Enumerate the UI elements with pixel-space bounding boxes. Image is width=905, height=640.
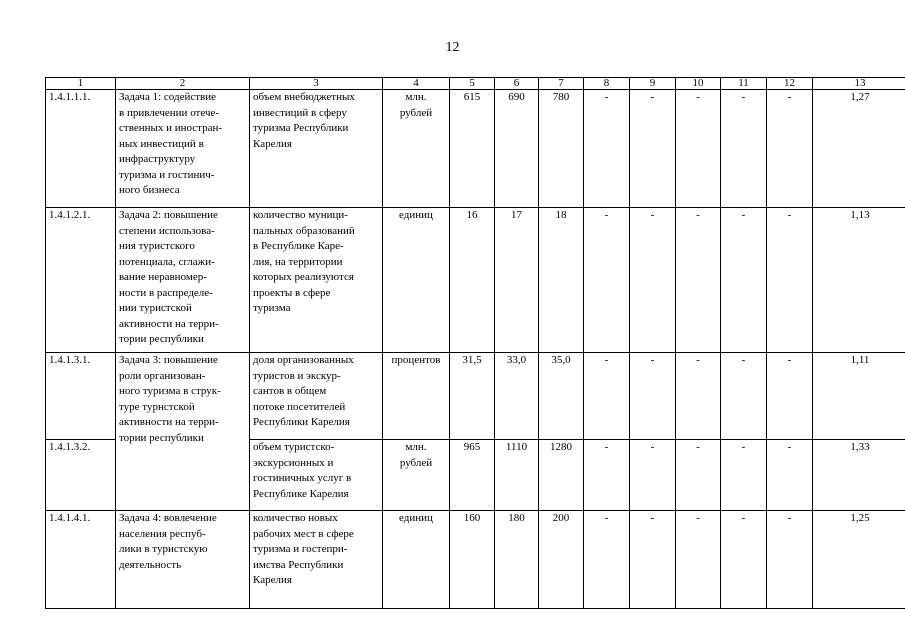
header-cell: 1 [46, 78, 116, 90]
task-cell: Задача 3: повышение роли организован- ного туризма в струк- туре турнстской активности на терри- тории республики [116, 353, 250, 511]
value-cell: 1,27 [813, 90, 905, 208]
value-cell: - [767, 353, 813, 440]
value-cell: - [584, 511, 630, 609]
row-code: 1.4.1.3.1. [46, 353, 116, 440]
value-cell: 180 [495, 511, 539, 609]
value-cell: 1110 [495, 440, 539, 511]
value-cell: - [721, 90, 767, 208]
indicator-cell: количество новых рабочих мест в сфере туризма и гостепри- имства Республики Карелия [250, 511, 383, 609]
unit-cell: млн. рублей [383, 90, 450, 208]
value-cell: - [767, 208, 813, 353]
value-cell: 1,25 [813, 511, 905, 609]
value-cell: 160 [450, 511, 495, 609]
indicator-cell: объем туристско- экскурсионных и гостиничных услуг в Республике Карелия [250, 440, 383, 511]
value-cell: - [630, 208, 676, 353]
header-cell: 8 [584, 78, 630, 90]
header-cell: 3 [250, 78, 383, 90]
row-code: 1.4.1.3.2. [46, 440, 116, 511]
value-cell: 965 [450, 440, 495, 511]
value-cell: 690 [495, 90, 539, 208]
value-cell: 615 [450, 90, 495, 208]
unit-cell: млн. рублей [383, 440, 450, 511]
row-code: 1.4.1.4.1. [46, 511, 116, 609]
indicator-cell: объем внебюджетных инвестиций в сферу туризма Республики Карелия [250, 90, 383, 208]
value-cell: 780 [539, 90, 584, 208]
value-cell: - [676, 208, 721, 353]
value-cell: - [630, 353, 676, 440]
unit-cell: процентов [383, 353, 450, 440]
value-cell: - [721, 353, 767, 440]
value-cell: 1,33 [813, 440, 905, 511]
row-code: 1.4.1.1.1. [46, 90, 116, 208]
value-cell: - [630, 90, 676, 208]
value-cell: 200 [539, 511, 584, 609]
indicator-cell: количество муници- пальных образований в Республике Каре- лия, на территории которых реализуются проекты в сфере туризма [250, 208, 383, 353]
value-cell: - [721, 440, 767, 511]
table-row [46, 90, 905, 208]
header-cell: 7 [539, 78, 584, 90]
value-cell: - [767, 511, 813, 609]
indicators-table [45, 77, 905, 609]
header-cell: 6 [495, 78, 539, 90]
value-cell: - [584, 90, 630, 208]
task-cell: Задача 1: содействие в привлечении отече- ственных и иностран- ных инвестиций в инфраструктуру туризма и гостинич- ного бизнеса [116, 90, 250, 208]
value-cell: - [584, 208, 630, 353]
task-cell: Задача 4: вовлечение населения респуб- лики в туристскую деятельность [116, 511, 250, 609]
unit-cell: единиц [383, 511, 450, 609]
header-cell: 5 [450, 78, 495, 90]
value-cell: - [676, 90, 721, 208]
value-cell: - [630, 440, 676, 511]
table-row [46, 511, 905, 609]
value-cell: - [676, 511, 721, 609]
value-cell: - [721, 511, 767, 609]
value-cell: 35,0 [539, 353, 584, 440]
page-number: 12 [445, 40, 460, 55]
value-cell: 1,11 [813, 353, 905, 440]
value-cell: 31,5 [450, 353, 495, 440]
value-cell: 17 [495, 208, 539, 353]
header-cell: 12 [767, 78, 813, 90]
value-cell: - [676, 440, 721, 511]
header-cell: 13 [813, 78, 905, 90]
header-cell: 10 [676, 78, 721, 90]
value-cell: - [767, 90, 813, 208]
table-row [46, 208, 905, 353]
value-cell: 33,0 [495, 353, 539, 440]
table-row [46, 353, 905, 440]
value-cell: 16 [450, 208, 495, 353]
indicator-cell: доля организованных туристов и экскур- сантов в общем потоке посетителей Республики Карелия [250, 353, 383, 440]
row-code: 1.4.1.2.1. [46, 208, 116, 353]
value-cell: 1280 [539, 440, 584, 511]
task-cell: Задача 2: повышение степени использова- ния туристского потенциала, сглажи- вание неравномер- ности в распределе- нии туристской активности на терри- тории республики [116, 208, 250, 353]
value-cell: - [584, 353, 630, 440]
header-cell: 9 [630, 78, 676, 90]
unit-cell: единиц [383, 208, 450, 353]
header-cell: 11 [721, 78, 767, 90]
value-cell: 1,13 [813, 208, 905, 353]
value-cell: 18 [539, 208, 584, 353]
value-cell: - [584, 440, 630, 511]
value-cell: - [676, 353, 721, 440]
header-cell: 4 [383, 78, 450, 90]
header-cell: 2 [116, 78, 250, 90]
header-row [46, 78, 905, 90]
value-cell: - [767, 440, 813, 511]
value-cell: - [630, 511, 676, 609]
value-cell: - [721, 208, 767, 353]
